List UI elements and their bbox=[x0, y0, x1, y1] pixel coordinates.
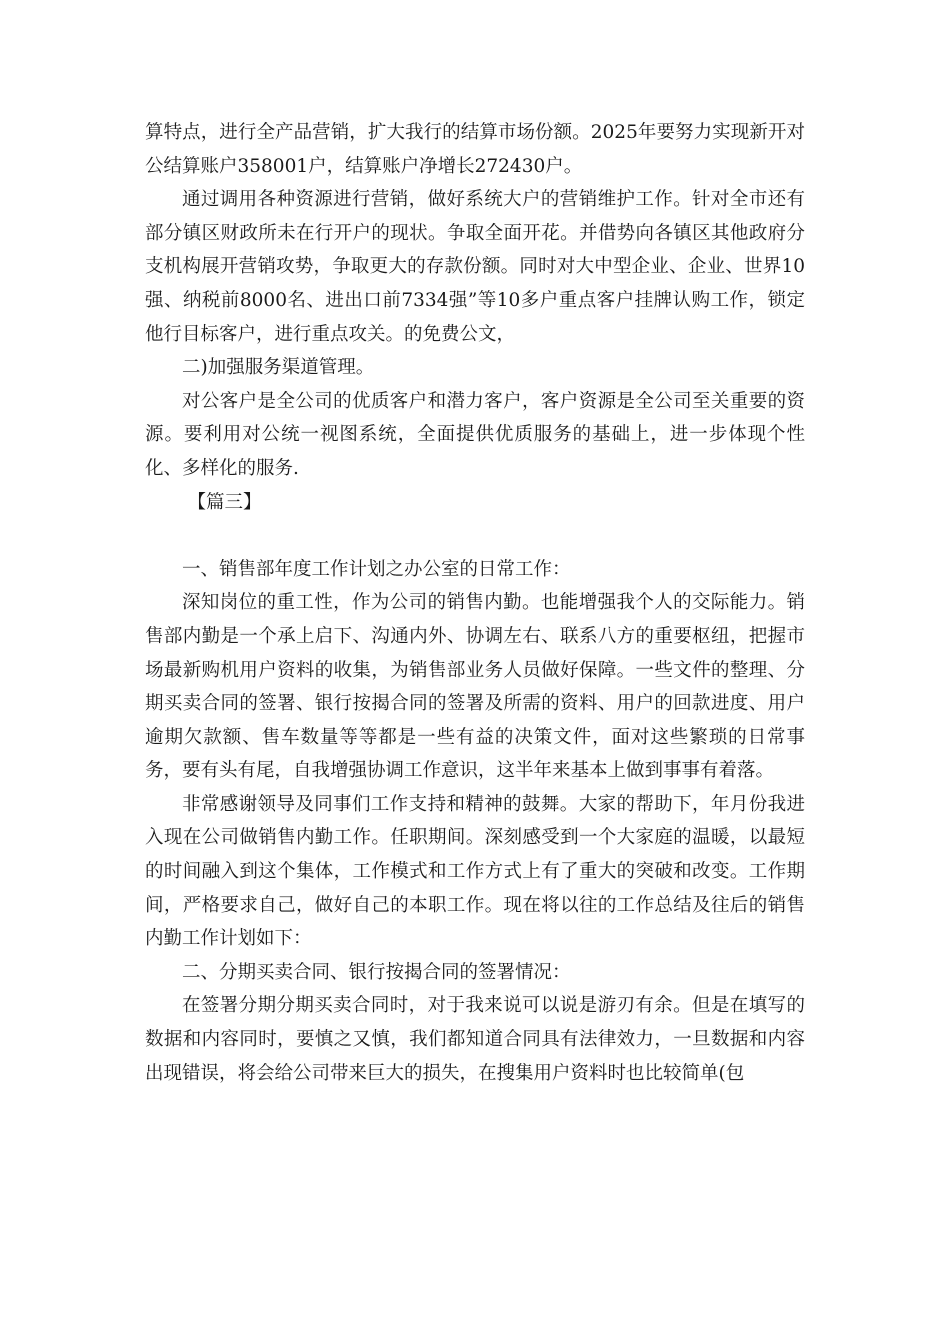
paragraph-thanks: 非常感谢领导及同事们工作支持和精神的鼓舞。大家的帮助下，年月份我进入现在公司做销售内勤工作。任职期间。深刻感受到一个大家庭的温暖，以最短的时间融入到这个集体，工作模式和工作方式上有了重大的突破和改变。工作期间，严格要求自己，做好自己的本职工作。现在将以往的工作总结及往后的销售内勤工作计划如下： bbox=[145, 793, 805, 950]
paragraph-settlement-target: 算特点，进行全产品营销，扩大我行的结算市场份额。2025年要努力实现新开对公结算账户358001户，结算账户净增长272430户。 bbox=[145, 122, 805, 177]
paragraph-heading-contracts: 二、分期买卖合同、银行按揭合同的签署情况： bbox=[182, 961, 571, 983]
blank-line bbox=[145, 519, 805, 553]
paragraph-heading-daily-work: 一、销售部年度工作计划之办公室的日常工作： bbox=[182, 558, 571, 580]
section-title: 【篇三】 bbox=[187, 491, 262, 513]
paragraph-resource-marketing: 通过调用各种资源进行营销，做好系统大户的营销维护工作。针对全市还有部分镇区财政所未在行开户的现状。争取全面开花。并借势向各镇区其他政府分支机构展开营销攻势，争取更大的存款份额。同时对大中型企业、企业、世界10强、纳税前8000名、进出口前7334强”等10多户重点客户挂牌认购工作，锁定他行目标客户，进行重点攻关。的免费公文， bbox=[145, 189, 805, 345]
paragraph-service-channel-heading: 二)加强服务渠道管理。 bbox=[182, 357, 375, 379]
paragraph-contract-signing: 在签署分期分期买卖合同时，对于我来说可以说是游刃有余。但是在填写的数据和内容同时，要慎之又慎，我们都知道合同具有法律效力，一旦数据和内容出现错误，将会给公司带来巨大的损失，在搜集用户资料时也比较简单(包 bbox=[145, 995, 805, 1084]
document-page bbox=[145, 116, 805, 1090]
paragraph-corporate-clients: 对公客户是全公司的优质客户和潜力客户，客户资源是全公司至关重要的资源。要利用对公统一视图系统，全面提供优质服务的基础上，进一步体现个性化、多样化的服务. bbox=[145, 390, 805, 479]
paragraph-sales-internal-duty: 深知岗位的重工性，作为公司的销售内勤。也能增强我个人的交际能力。销售部内勤是一个承上启下、沟通内外、协调左右、联系八方的重要枢纽，把握市场最新购机用户资料的收集，为销售部业务人员做好保障。一些文件的整理、分期买卖合同的签署、银行按揭合同的签署及所需的资料、用户的回款进度、用户逾期欠款额、售车数量等等都是一些有益的决策文件，面对这些繁琐的日常事务，要有头有尾，自我增强协调工作意识，这半年来基本上做到事事有着落。 bbox=[145, 592, 805, 782]
